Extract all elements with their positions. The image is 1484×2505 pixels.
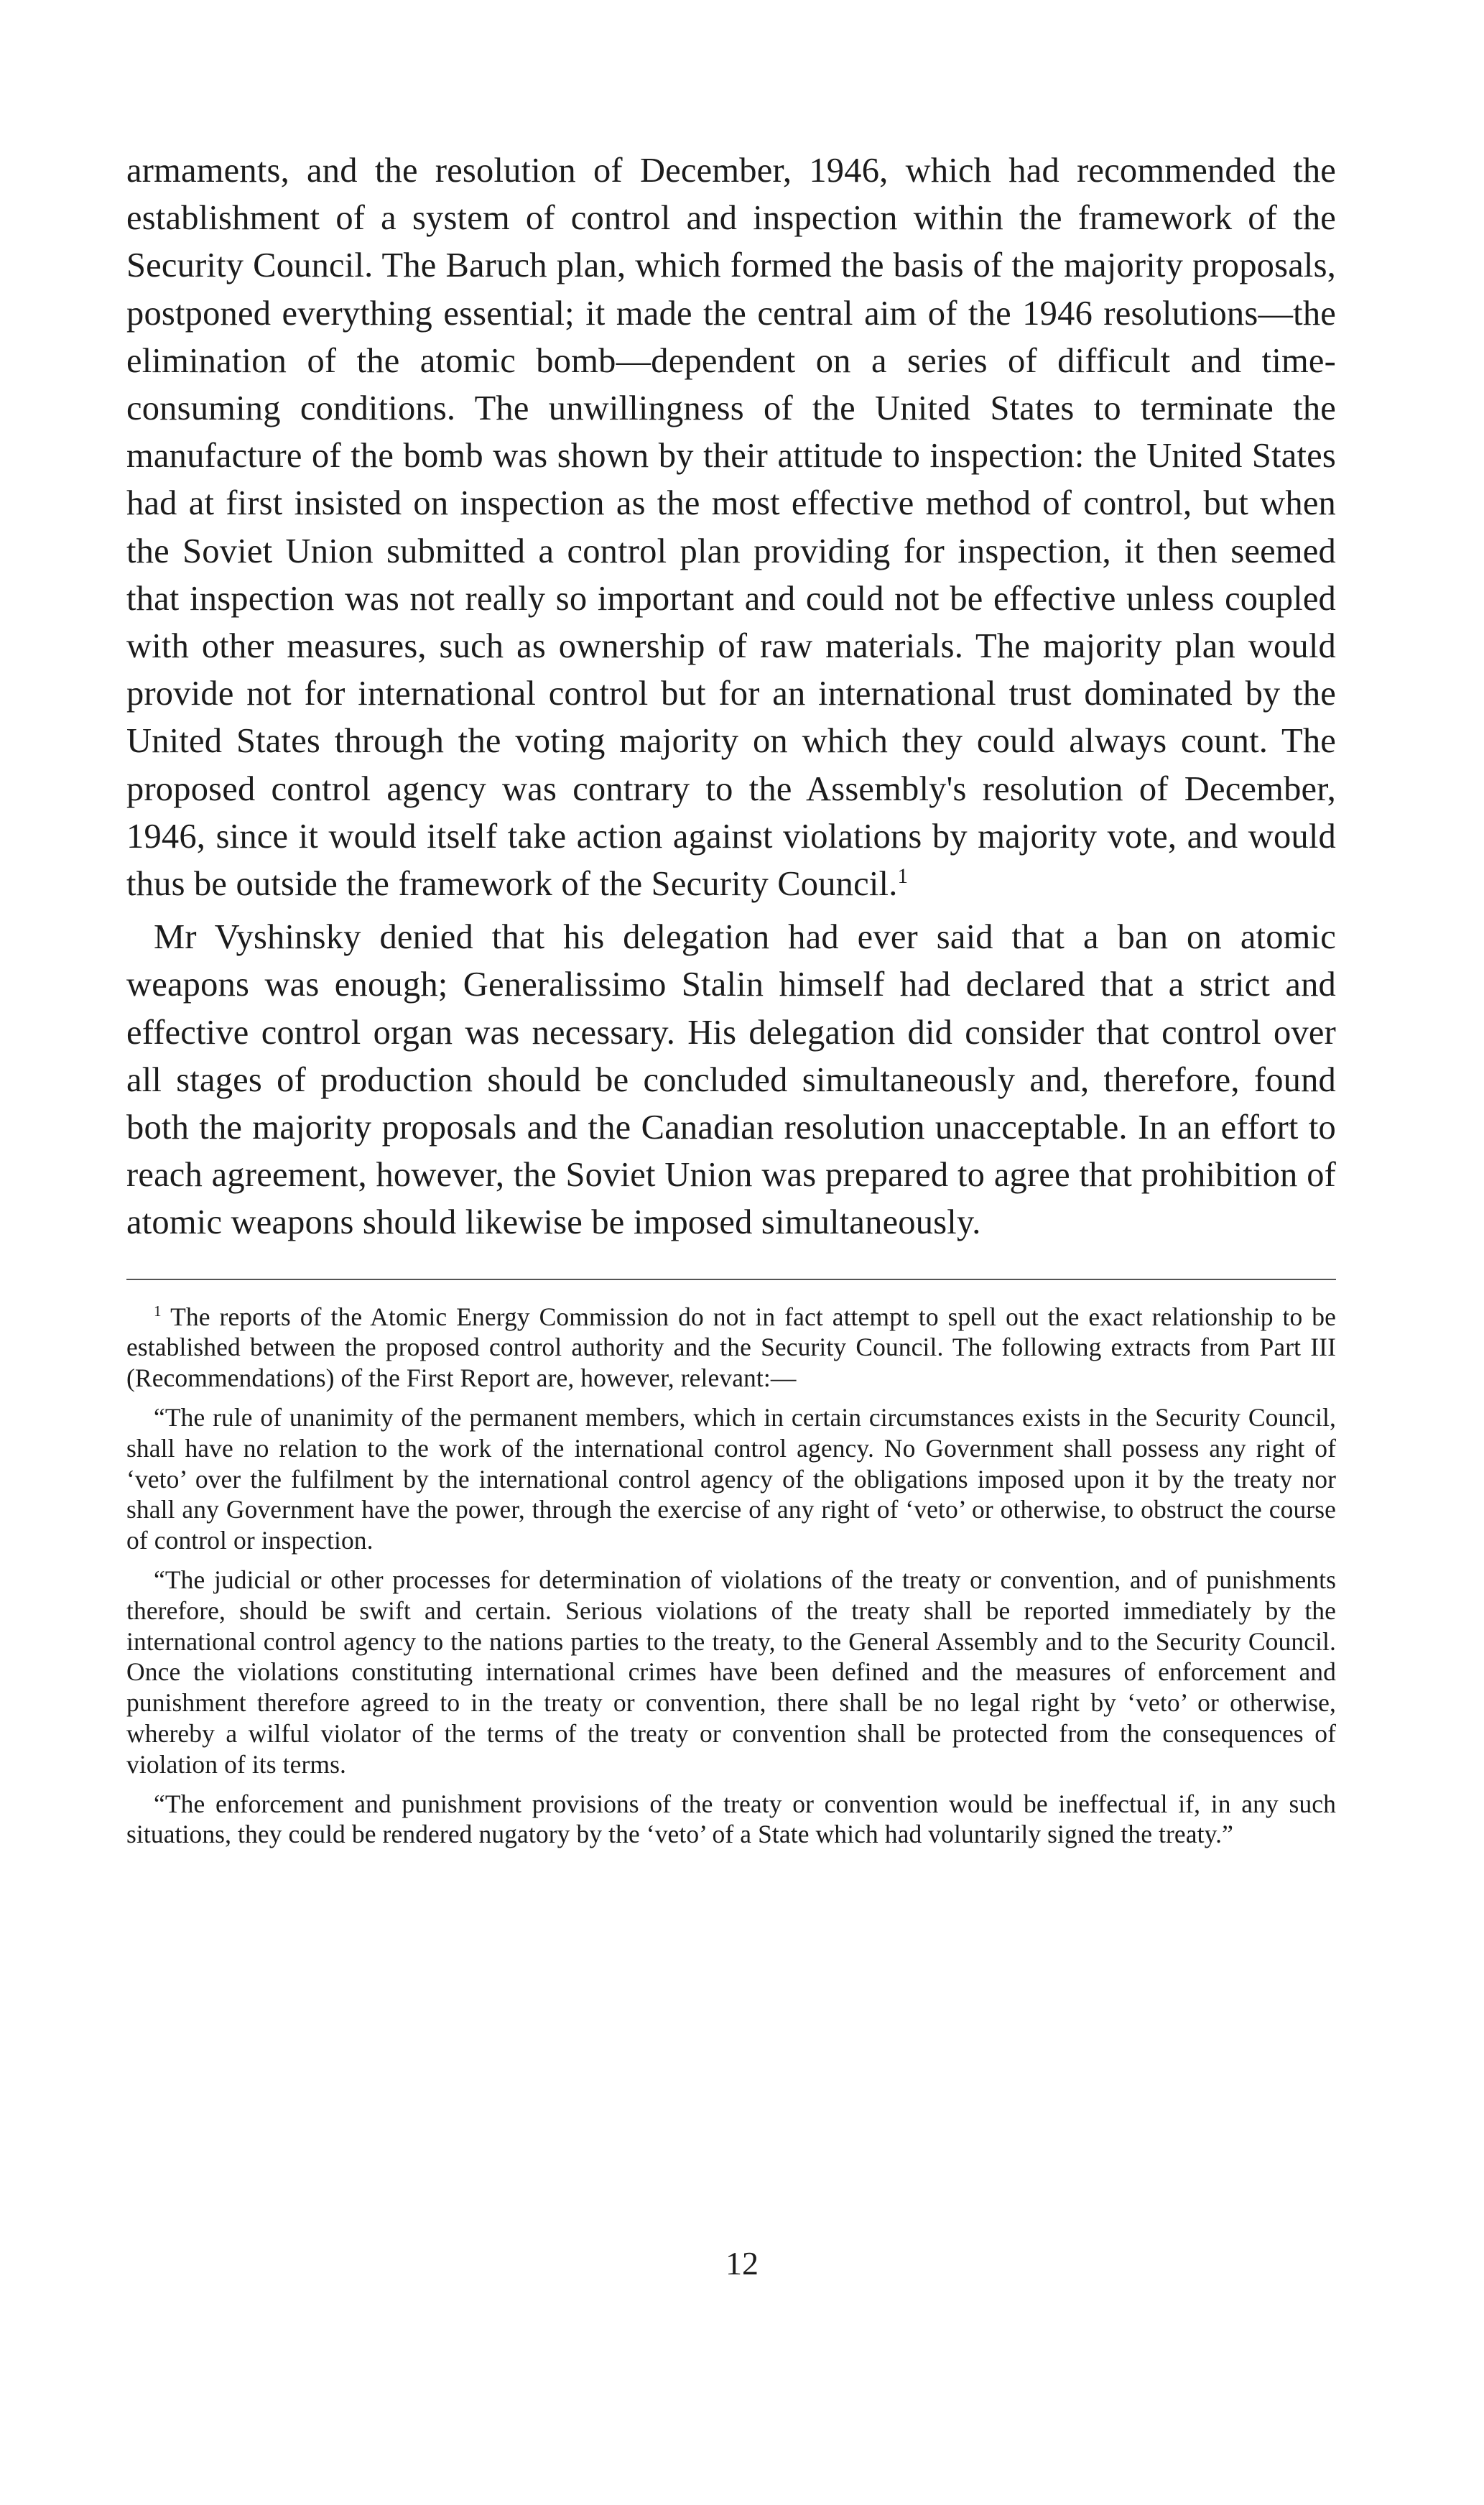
footnote-quote-2: “The judicial or other processes for determination of violations of the treaty or convention, and of punishments therefore, should be swift and certain. Serious violations of the treaty shall be reported immediately by the international control agency to the nations parties to the treaty, to the General Assembly and to the Security Council. Once the violations constituting international crimes have been defined and the measures of enforcement and punishment therefore agreed to in the treaty or convention, there shall be no legal right by ‘veto’ or otherwise, whereby a wilful violator of the terms of the treaty or convention shall be protected from the consequences of violation of its terms.: [126, 1565, 1336, 1779]
footnotes-section: [126, 1302, 1336, 1851]
footnote-1-intro-text: The reports of the Atomic Energy Commission do not in fact attempt to spell out the exact relationship to be established between the proposed control authority and the Security Council. The following extracts from Part III (Recommendations) of the First Report are, however, relevant:—: [126, 1302, 1336, 1393]
footnote-reference-1: 1: [897, 864, 909, 888]
footnote-quote-3: “The enforcement and punishment provisions of the treaty or convention would be ineffectual if, in any such situations, they could be rendered nugatory by the ‘veto’ of a State which had voluntarily signed the treaty.”: [126, 1789, 1336, 1849]
footnote-quote-1: “The rule of unanimity of the permanent members, which in certain circumstances exists in the Security Council, shall have no relation to the work of the international control agency. No Government shall possess any right of ‘veto’ over the fulfilment by the international control agency of the obligations imposed upon it by the treaty nor shall any Government have the power, through the exercise of any right of ‘veto’ or otherwise, to obstruct the course of control or inspection.: [126, 1403, 1336, 1555]
page-content: [126, 147, 1336, 1850]
body-paragraph-1-text: armaments, and the resolution of December, 1946, which had recommended the establishment of a system of control and inspection within the framework of the Security Council. The Baruch plan, which formed the basis of the majority proposals, postponed everything essential; it made the central aim of the 1946 resolutions—the elimination of the atomic bomb—dependent on a series of difficult and time-consuming conditions. The unwillingness of the United States to terminate the manufacture of the bomb was shown by their attitude to inspection: the United States had at first insisted on inspection as the most effective method of control, but when the Soviet Union submitted a control plan providing for inspection, it then seemed that inspection was not really so important and could not be effective unless coupled with other measures, such as ownership of raw materials. The majority plan would provide not for international control but for an international trust dominated by the United States through the voting majority on which they could always count. The proposed control agency was contrary to the Assembly's resolution of December, 1946, since it would itself take action against violations by majority vote, and would thus be outside the framework of the Security Council.: [126, 152, 1336, 904]
footnote-1-marker: 1: [154, 1302, 162, 1320]
footnote-1-intro: [126, 1302, 1336, 1394]
body-paragraph-1: [126, 147, 1336, 908]
page-number: 12: [725, 2245, 759, 2282]
footnote-divider: [126, 1279, 1336, 1280]
body-paragraph-2: Mr Vyshinsky denied that his delegation had ever said that a ban on atomic weapons was enough; Generalissimo Stalin himself had declared that a strict and effective control organ was necessary. His delegation did consider that control over all stages of production should be concluded simultaneously and, therefore, found both the majority proposals and the Canadian resolution unacceptable. In an effort to reach agreement, however, the Soviet Union was prepared to agree that prohibition of atomic weapons should likewise be imposed simultaneously.: [126, 918, 1336, 1242]
